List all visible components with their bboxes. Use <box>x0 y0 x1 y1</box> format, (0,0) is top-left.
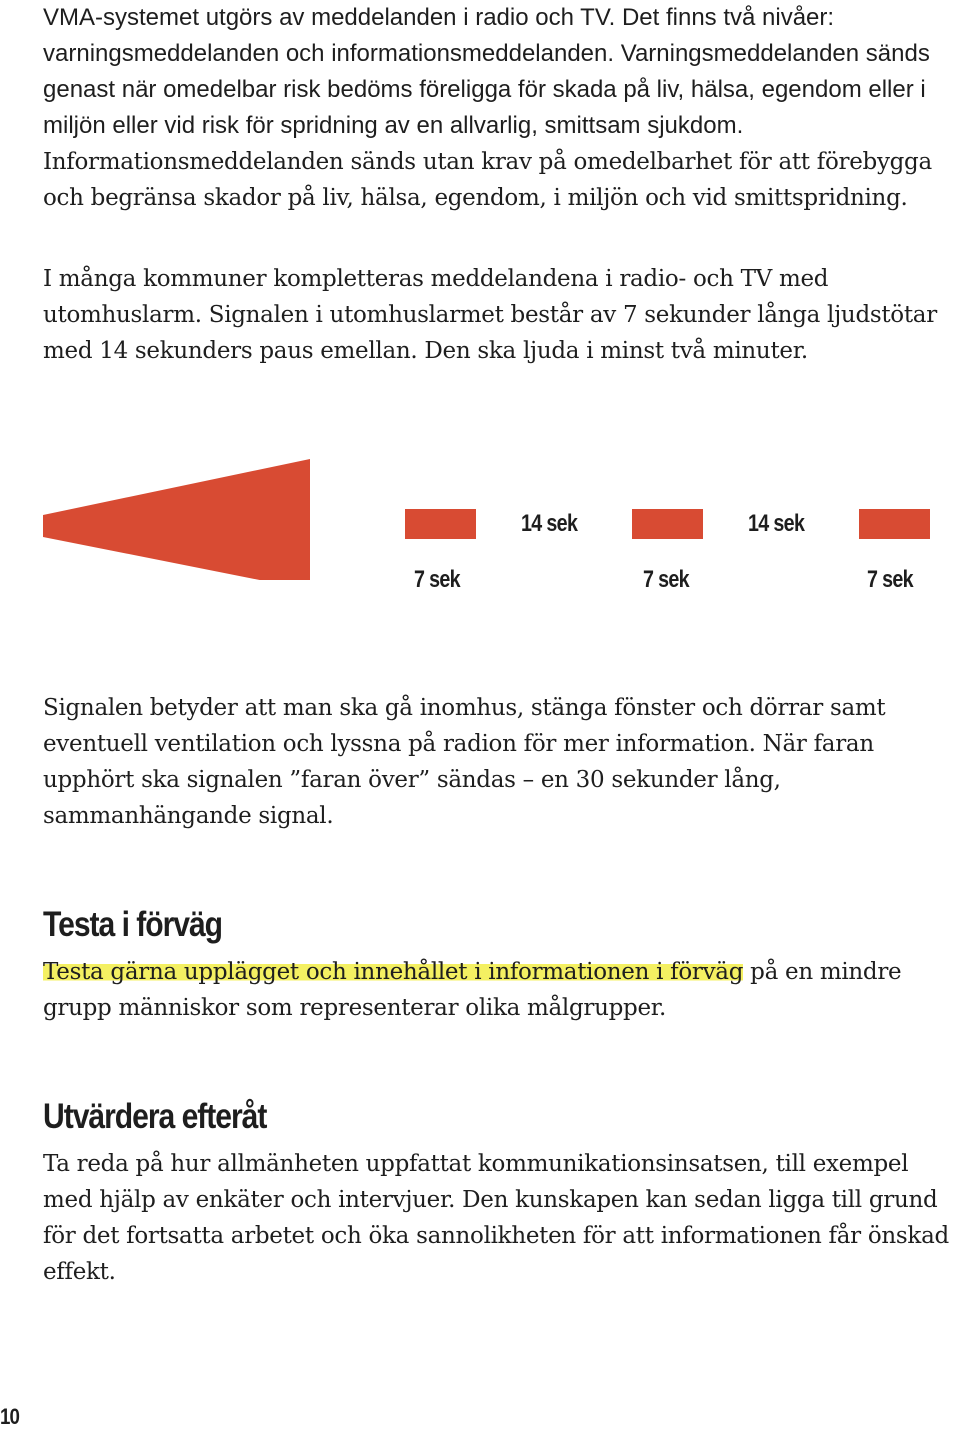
test-section-paragraph <box>43 954 958 1026</box>
pause-label-1: 14 sek <box>521 510 578 537</box>
pulse-label-2: 7 sek <box>643 566 689 593</box>
pause-label-2: 14 sek <box>748 510 805 537</box>
evaluate-section-paragraph: Ta reda på hur allmänheten uppfattat kommunikationsinsatsen, till exempel med hjälp av enkäter och intervjuer. Den kunskapen kan sedan ligga till grund för det fortsatta arbetet och öka sannolikheten för att informationen får önskad effekt. <box>43 1151 949 1285</box>
highlighted-text: Testa gärna upplägget och innehållet i informationen i förväg <box>43 959 744 985</box>
siren-icon <box>0 440 320 580</box>
outdoor-alarm-signal-diagram <box>0 440 960 620</box>
test-section-text: på en mindre grupp människor som representerar olika målgrupper. <box>43 959 902 1021</box>
pulse-label-1: 7 sek <box>414 566 460 593</box>
outdoor-alarm-paragraph: I många kommuner kompletteras meddelandena i radio- och TV med utomhuslarm. Signalen i utomhuslarmet består av 7 sekunder långa ljudstötar med 14 sekunders paus emellan. Den ska ljuda i minst två minuter. <box>43 266 937 364</box>
evaluate-section-heading: Utvärdera efteråt <box>43 1097 267 1136</box>
pulse-label-3: 7 sek <box>867 566 913 593</box>
signal-pulse-3 <box>859 509 930 539</box>
test-section-heading: Testa i förväg <box>43 905 223 944</box>
signal-meaning-paragraph: Signalen betyder att man ska gå inomhus, stänga fönster och dörrar samt eventuell ventilation och lyssna på radion för mer information. När faran upphört ska signalen ”faran över” sändas – en 30 sekunder lång, sammanhängande signal. <box>43 695 886 829</box>
page-number: 10 <box>0 1404 20 1429</box>
intro-paragraph <box>43 0 958 216</box>
signal-pulse-1 <box>405 509 476 539</box>
intro-text: VMA-systemet utgörs av meddelanden i radio och TV. Det finns två nivåer: varningsmeddelanden och informationsmeddelanden. Varningsmeddelanden sänds genast när omedelbar risk bedöms föreligga för skada på liv, hälsa, egendom eller i miljön eller vid risk för spridning av en allvarlig, smittsam sjukdom. <box>43 4 930 139</box>
signal-pulse-2 <box>632 509 703 539</box>
intro-text-informational: Informationsmeddelanden sänds utan krav på omedelbarhet för att förebygga och begränsa skador på liv, hälsa, egendom, i miljön och vid smittspridning. <box>43 149 932 211</box>
